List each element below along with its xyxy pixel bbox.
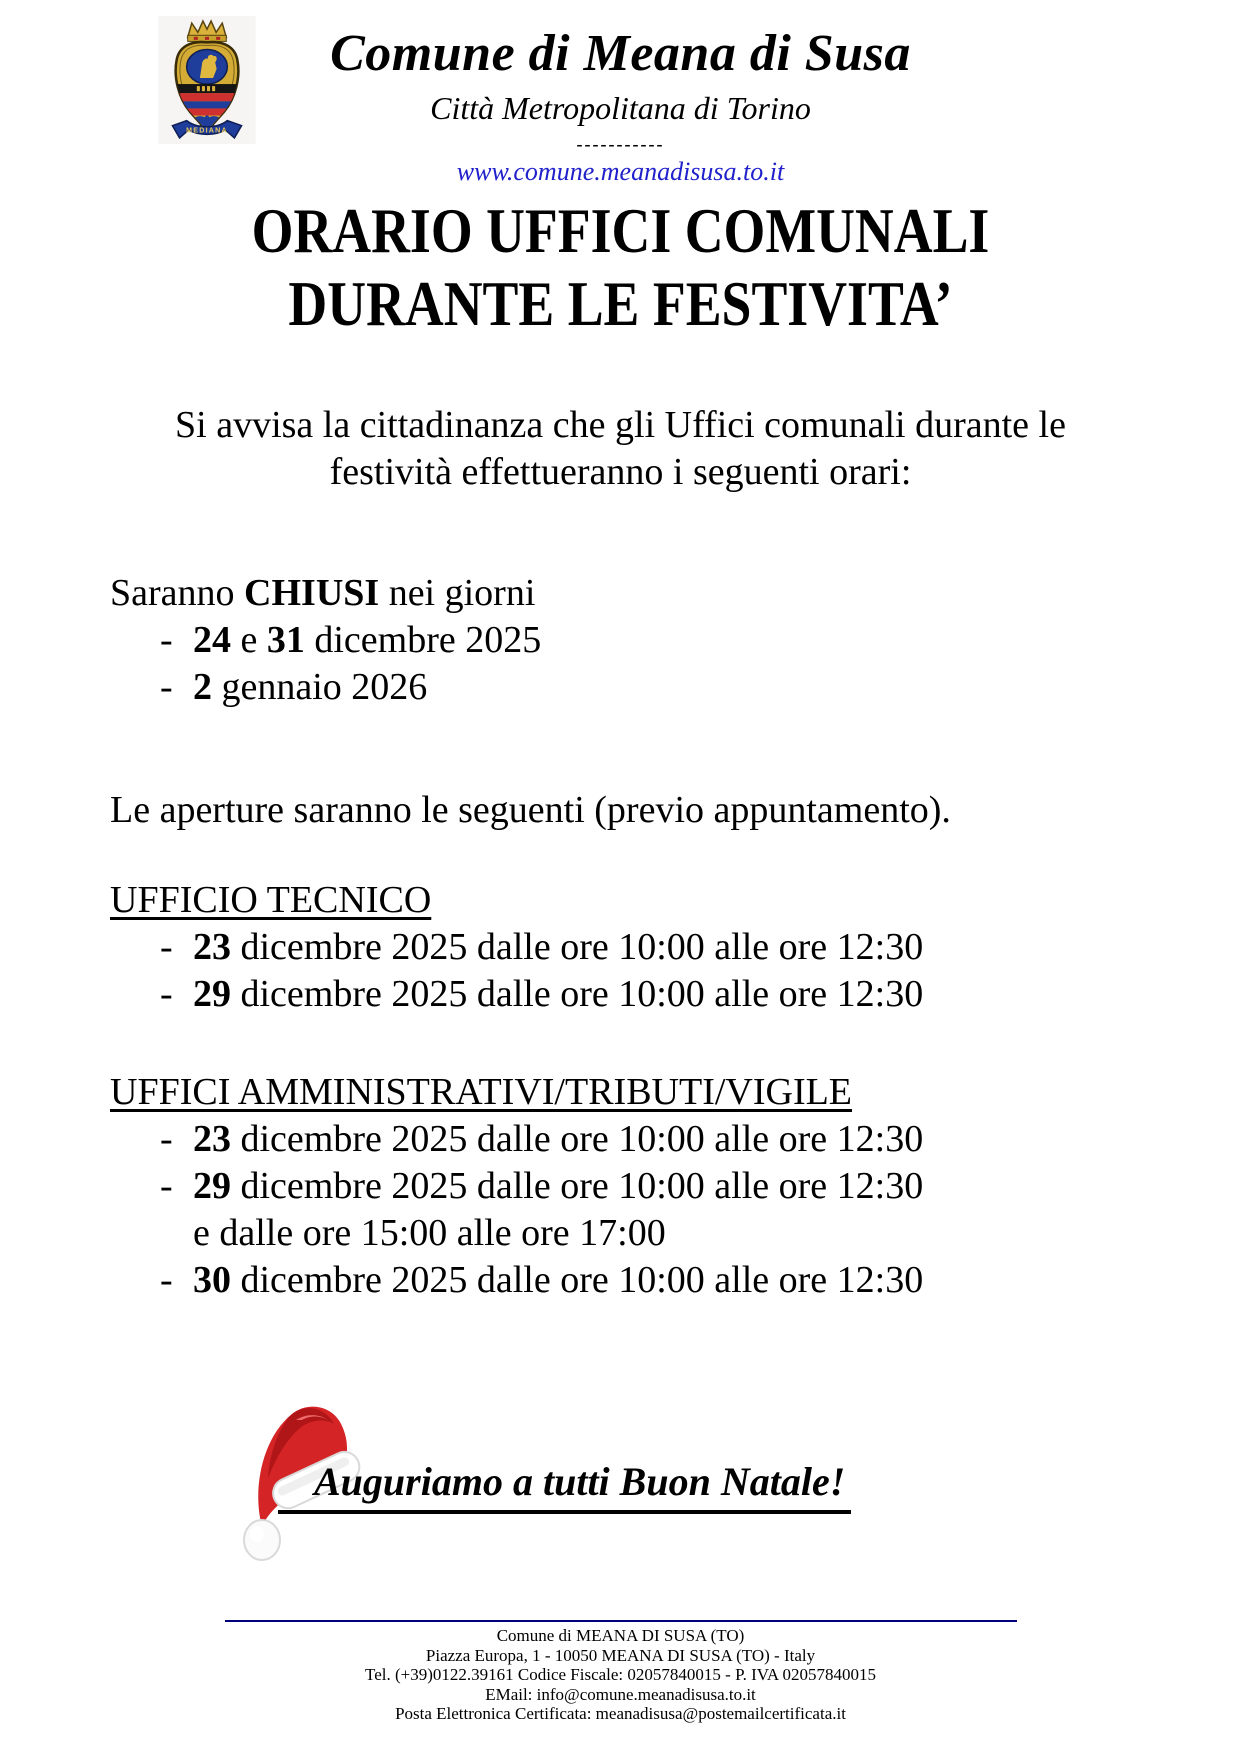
closure-item: - 2 gennaio 2026 (110, 664, 1161, 711)
list-dash: - (160, 1118, 173, 1160)
document-title-line2: DURANTE LE FESTIVITA’ (288, 268, 953, 339)
closures-lead-bold: CHIUSI (244, 572, 380, 614)
footer-divider (225, 1620, 1017, 1622)
schedule-item: - 29 dicembre 2025 dalle ore 10:00 alle ore 12:30 (110, 1163, 1161, 1210)
organization-subtitle: Città Metropolitana di Torino (430, 90, 811, 126)
document-title-line1: ORARIO UFFICI COMUNALI (251, 195, 990, 266)
schedule-item-continuation: e dalle ore 15:00 alle ore 17:00 (193, 1212, 666, 1254)
intro-paragraph (0, 402, 1241, 496)
list-dash: - (160, 1259, 173, 1301)
list-dash: - (160, 1165, 173, 1207)
list-dash: - (160, 926, 173, 968)
footer-line: EMail: info@comune.meanadisusa.to.it (485, 1684, 756, 1704)
organization-name: Comune di Meana di Susa (330, 25, 911, 82)
closure-item: - 24 e 31 dicembre 2025 (110, 617, 1161, 664)
footer-line: Piazza Europa, 1 - 10050 MEANA DI SUSA (TO) - Italy (425, 1645, 816, 1665)
footer (0, 1626, 1241, 1724)
closures-section (110, 570, 1161, 711)
footer-line: Comune di MEANA DI SUSA (TO) (496, 1626, 745, 1645)
list-dash: - (160, 666, 173, 708)
list-dash: - (160, 619, 173, 661)
section-heading: UFFICI AMMINISTRATIVI/TRIBUTI/VIGILE (110, 1071, 853, 1113)
footer-line: Posta Elettronica Certificata: meanadisusa@postemailcertificata.it (395, 1704, 846, 1723)
website-link[interactable]: www.comune.meanadisusa.to.it (456, 157, 785, 186)
christmas-greeting: Auguriamo a tutti Buon Natale! (278, 1458, 851, 1514)
intro-line2: festività effettueranno i seguenti orari: (329, 451, 912, 493)
document-title (99, 194, 1141, 340)
openings-lead: Le aperture saranno le seguenti (previo appuntamento). (110, 789, 951, 831)
footer-line: Tel. (+39)0122.39161 Codice Fiscale: 02057840015 - P. IVA 02057840015 (365, 1665, 876, 1684)
schedule-item: - 29 dicembre 2025 dalle ore 10:00 alle ore 12:30 (110, 971, 1161, 1018)
schedule-item: - 23 dicembre 2025 dalle ore 10:00 alle ore 12:30 (110, 1116, 1161, 1163)
schedule-item: - 30 dicembre 2025 dalle ore 10:00 alle ore 12:30 (110, 1257, 1161, 1304)
section-ufficio-tecnico (110, 877, 1161, 1018)
closures-lead: Saranno CHIUSI nei giorni (110, 572, 536, 614)
header-divider-dashes: ----------- (576, 134, 665, 154)
section-heading: UFFICIO TECNICO (110, 879, 432, 921)
list-dash: - (160, 973, 173, 1015)
crest-banner-text: MEDIANA (186, 126, 228, 135)
intro-line1: Si avvisa la cittadinanza che gli Uffici comunali durante le (175, 404, 1066, 446)
section-uffici-amministrativi (110, 1069, 1161, 1304)
schedule-item: - 23 dicembre 2025 dalle ore 10:00 alle ore 12:30 (110, 924, 1161, 971)
